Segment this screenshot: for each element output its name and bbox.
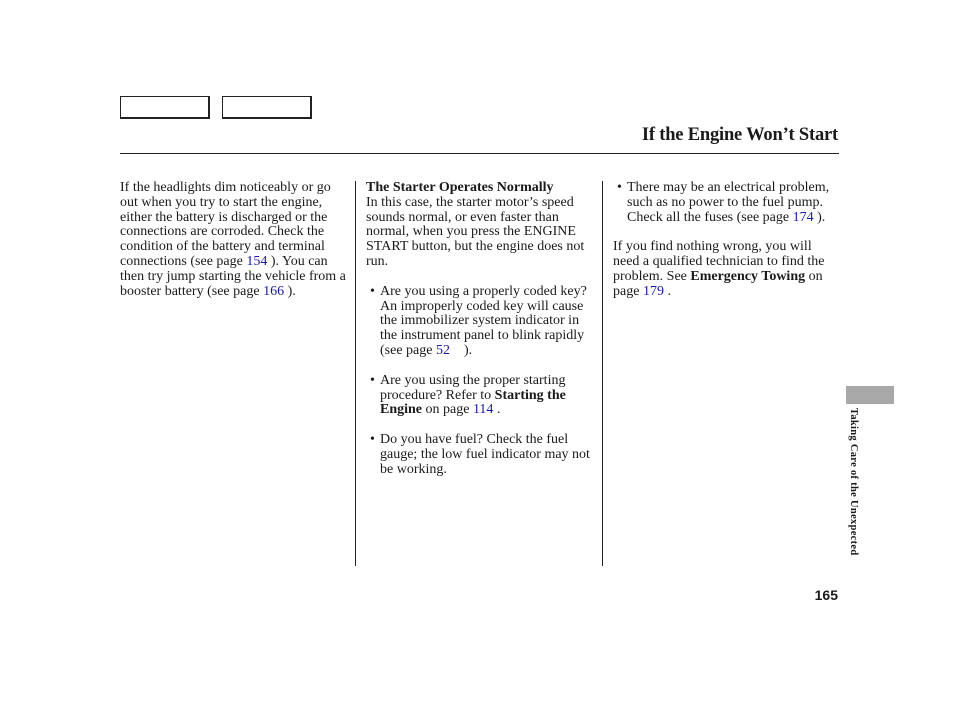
paragraph-text: . (663, 283, 671, 299)
bold-reference: Emergency Towing (690, 268, 806, 284)
page-link-52[interactable]: 52 (435, 342, 450, 358)
bullet-icon: • (370, 283, 375, 299)
bullet-text: There may be an electrical problem, such as no power to the fuel pump. Check all the fuses (see page (627, 180, 830, 225)
column-1 (120, 181, 348, 299)
bullet-text: ). (449, 342, 473, 358)
bullet-text: Are you using a properly coded key? An improperly coded key will cause the immobilizer system indicator in the instrument panel to blink rapidly (see page (380, 283, 587, 358)
bullet-text: ). (813, 209, 826, 225)
column-2 (366, 181, 596, 478)
next-page-button[interactable] (222, 96, 312, 119)
bullet-text: . (493, 402, 501, 418)
page-number: 165 (814, 587, 838, 603)
bullet-icon: • (370, 432, 375, 448)
column-divider (602, 181, 603, 566)
column-3 (613, 181, 838, 299)
bullet-text: on page (422, 402, 473, 418)
bullet-icon: • (370, 372, 375, 388)
battery-paragraph (120, 181, 348, 299)
bullet-item-starting-procedure (366, 374, 596, 418)
bullet-text: Are you using the proper starting procedure? Refer to (380, 372, 566, 403)
intro-paragraph: In this case, the starter motor’s speed sounds normal, or even faster than normal, when you press the ENGINE START button, but the engine does not run. (366, 194, 585, 269)
page-link-154[interactable]: 154 (246, 253, 268, 269)
section-side-label: Taking Care of the Unexpected (848, 408, 859, 556)
paragraph-text: ). You can then try jump starting the vehicle from a booster battery (see page (120, 253, 346, 299)
page-title: If the Engine Won’t Start (641, 125, 838, 145)
page-link-114[interactable]: 114 (472, 402, 494, 418)
bold-reference: Starting the Engine (380, 387, 566, 418)
page-link-179[interactable]: 179 (642, 283, 664, 299)
section-heading: The Starter Operates Normally (366, 180, 554, 195)
page-link-174[interactable]: 174 (792, 209, 814, 225)
column-divider (355, 181, 356, 566)
paragraph-text: on page (613, 268, 823, 299)
paragraph-text: ). (284, 283, 296, 299)
paragraph-text: If you find nothing wrong, you will need a qualified technician to find the problem. See (613, 239, 825, 284)
paragraph-text: If the headlights dim noticeably or go out when you try to start the engine, either the battery is discharged or the connections are corroded. Check the condition of the battery and terminal connections (see page (120, 180, 331, 269)
section-tab-marker (846, 386, 894, 404)
page-link-166[interactable]: 166 (263, 283, 285, 299)
bullet-icon: • (617, 180, 622, 195)
previous-page-button[interactable] (120, 96, 210, 119)
bullet-item-coded-key (366, 285, 596, 359)
title-divider (120, 153, 839, 154)
bullet-item-fuel (366, 433, 596, 477)
bullet-item-electrical (613, 181, 838, 225)
technician-paragraph (613, 240, 838, 299)
bullet-text: Do you have fuel? Check the fuel gauge; the low fuel indicator may not be working. (380, 432, 590, 477)
